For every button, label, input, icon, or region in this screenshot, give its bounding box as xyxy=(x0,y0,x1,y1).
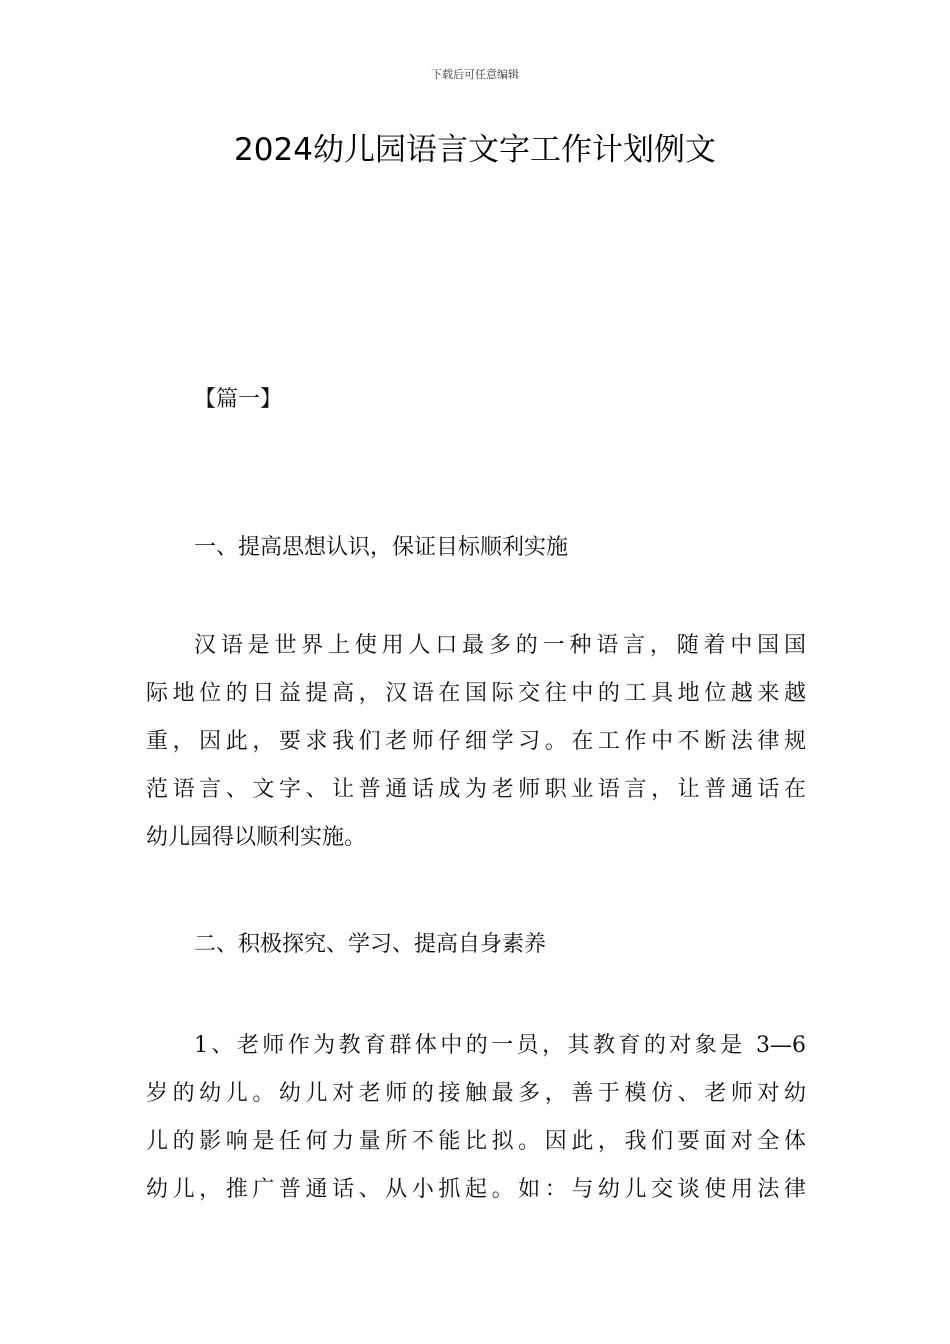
paragraph-line: 范语言、文字、让普通话成为老师职业语言，让普通话在 xyxy=(146,777,806,802)
paragraph-2 xyxy=(146,1022,806,1214)
section-marker: 【篇一】 xyxy=(194,387,283,412)
heading-2: 二、积极探究、学习、提高自身素养 xyxy=(194,932,547,957)
paragraph-1 xyxy=(146,622,806,862)
paragraph-line: 幼儿，推广普通话、从小抓起。如：与幼儿交谈使用法律 xyxy=(146,1177,806,1202)
paragraph-line: 际地位的日益提高，汉语在国际交往中的工具地位越来越 xyxy=(146,681,806,706)
document-title: 2024幼儿园语言文字工作计划例文 xyxy=(234,132,716,168)
paragraph-line: 岁的幼儿。幼儿对老师的接触最多，善于模仿、老师对幼 xyxy=(146,1081,806,1106)
paragraph-line: 汉语是世界上使用人口最多的一种语言，随着中国国 xyxy=(194,633,806,658)
paragraph-line: 1、老师作为教育群体中的一员，其教育的对象是 3—6 xyxy=(194,1033,806,1058)
paragraph-line: 幼儿园得以顺利实施。 xyxy=(146,825,367,850)
download-note: 下载后可任意编辑 xyxy=(431,68,519,81)
paragraph-line: 重，因此，要求我们老师仔细学习。在工作中不断法律规 xyxy=(146,729,806,754)
paragraph-line: 儿的影响是任何力量所不能比拟。因此，我们要面对全体 xyxy=(146,1129,806,1154)
heading-1: 一、提高思想认识，保证目标顺利实施 xyxy=(194,535,569,560)
